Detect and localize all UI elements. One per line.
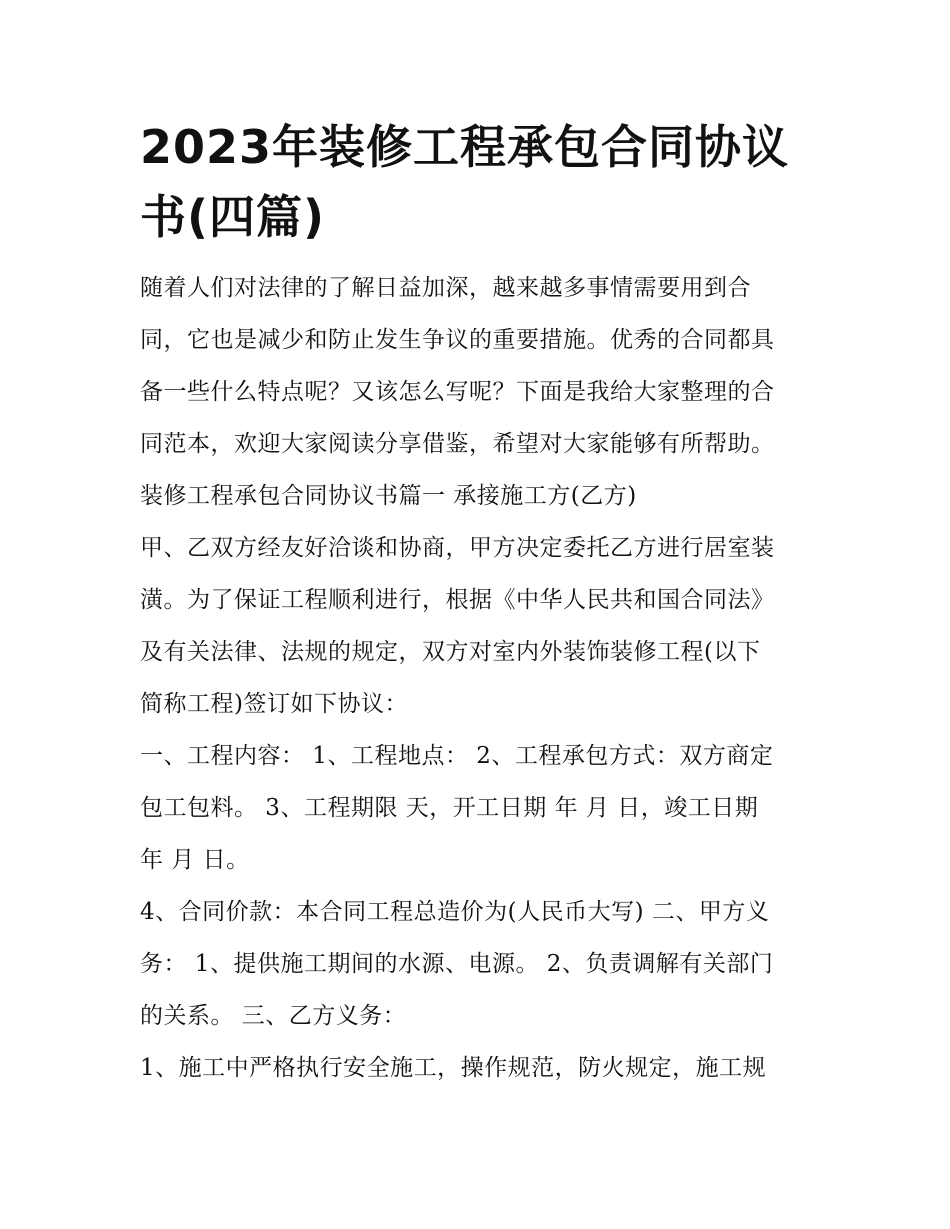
text-line: 潢。为了保证工程顺利进行，根据《中华人民共和国合同法》	[140, 587, 775, 613]
section-heading-paragraph	[140, 470, 820, 522]
text-line: 包工包料。 3、工程期限 天，开工日期 年 月 日，竣工日期	[140, 795, 759, 821]
safety-paragraph	[140, 1042, 820, 1094]
document-page	[140, 112, 820, 1094]
agreement-intro-paragraph	[140, 522, 820, 730]
text-line: 随着人们对法律的了解日益加深，越来越多事情需要用到合	[140, 275, 751, 301]
text-line: 装修工程承包合同协议书篇一 承接施工方(乙方)	[140, 483, 637, 509]
document-title	[140, 112, 820, 252]
text-line: 的关系。 三、乙方义务：	[140, 1003, 407, 1029]
price-obligations-paragraph	[140, 886, 820, 1042]
text-line: 及有关法律、法规的规定，双方对室内外装饰装修工程(以下	[140, 639, 761, 665]
text-line: 同，它也是减少和防止发生争议的重要措施。优秀的合同都具	[140, 327, 775, 353]
project-content-paragraph	[140, 730, 820, 886]
text-line: 简称工程)签订如下协议：	[140, 691, 408, 717]
text-line: 务： 1、提供施工期间的水源、电源。 2、负责调解有关部门	[140, 951, 774, 977]
text-line: 一、工程内容： 1、工程地点： 2、工程承包方式：双方商定	[140, 743, 774, 769]
title-line: 2023年装修工程承包合同协议	[140, 120, 790, 174]
text-line: 甲、乙双方经友好洽谈和协商，甲方决定委托乙方进行居室装	[140, 535, 775, 561]
text-line: 同范本，欢迎大家阅读分享借鉴，希望对大家能够有所帮助。	[140, 431, 775, 457]
intro-paragraph	[140, 262, 820, 470]
text-line: 备一些什么特点呢？又该怎么写呢？下面是我给大家整理的合	[140, 379, 775, 405]
text-line: 1、施工中严格执行安全施工，操作规范，防火规定，施工规	[140, 1055, 767, 1081]
text-line: 4、合同价款：本合同工程总造价为(人民币大写) 二、甲方义	[140, 899, 770, 925]
text-line: 年 月 日。	[140, 847, 250, 873]
title-line: 书(四篇)	[140, 190, 326, 244]
